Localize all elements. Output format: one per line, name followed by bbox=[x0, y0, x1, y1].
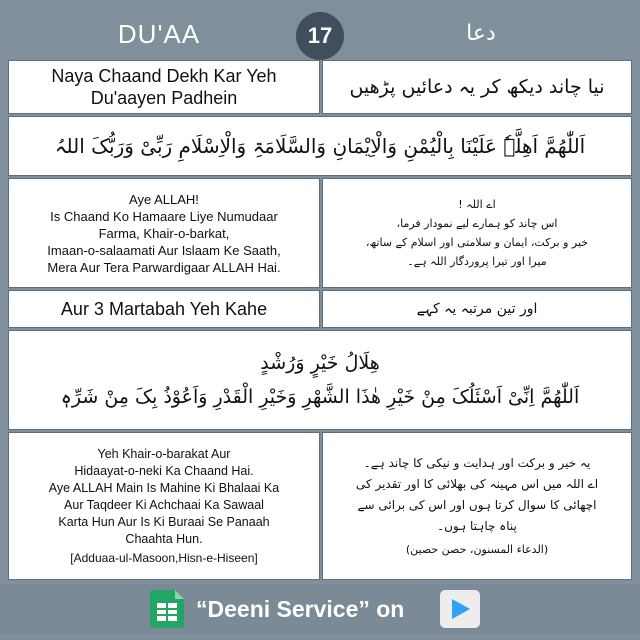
translation-line: پناہ چاہتا ہوں۔ bbox=[437, 518, 517, 533]
translation-line: اچھائی کا سوال کرتا ہوں اور اس کی برائی سے bbox=[357, 497, 597, 512]
arabic-dua-2-line: اَللّٰھُمَّ اِنِّیْ اَسْئَلُکَ مِنْ خَیْرِ ھٰذَا الشَّھْرِ وَخَیْرِ الْقَدْرِ وَاَعُوْذُ بِکَ مِنْ شَرِّہٖ bbox=[60, 386, 580, 408]
title-english: DU'AA bbox=[117, 19, 201, 49]
translation-line: Aur Taqdeer Ki Achchaai Ka Sawaal bbox=[64, 497, 264, 512]
instruction-urdu: نیا چاند دیکھ کر یہ دعائیں پڑھیں bbox=[322, 60, 632, 114]
translation-english-2 bbox=[8, 432, 320, 580]
instruction-english-line: Naya Chaand Dekh Kar Yeh bbox=[51, 66, 277, 86]
translation-line: اے اللہ ! bbox=[458, 198, 496, 211]
translation-english-1 bbox=[8, 178, 320, 288]
google-sheets-icon[interactable] bbox=[150, 590, 184, 628]
footer bbox=[0, 584, 640, 634]
google-play-icon[interactable] bbox=[440, 590, 480, 628]
translation-line: Imaan-o-salaamati Aur Islaam Ke Saath, bbox=[47, 242, 281, 258]
reference-urdu: (الدعاء المسنون، حصن حصین) bbox=[405, 542, 549, 556]
reference-english: [Adduaa-ul-Masoon,Hisn-e-Hiseen] bbox=[70, 550, 258, 565]
header bbox=[0, 10, 640, 58]
repeat-instruction-english: Aur 3 Martabah Yeh Kahe bbox=[8, 290, 320, 328]
arabic-dua-1: اَللّٰھُمَّ اَھِلَّہٗ عَلَیْنَا بِالْیُمْنِ وَالْاِیْمَانِ وَالسَّلَامَۃِ وَالْاِسْلَامِ رَبِّیْ وَرَبُّکَ اللہُ bbox=[8, 116, 632, 176]
page-number-badge: 17 bbox=[296, 12, 344, 60]
translation-urdu-2 bbox=[322, 432, 632, 580]
translation-line: Aye ALLAH Main Is Mahine Ki Bhalaai Ka bbox=[48, 480, 280, 495]
repeat-instruction-urdu: اور تین مرتبہ یہ کہے bbox=[322, 290, 632, 328]
translation-line: اس چاند کو ہمارے لیے نمودار فرما، bbox=[396, 217, 558, 230]
translation-urdu-1 bbox=[322, 178, 632, 288]
arabic-dua-2-line: ھِلَالُ خَیْرٍ وَرُشْدٍ bbox=[260, 352, 380, 374]
instruction-english bbox=[8, 60, 320, 114]
translation-line: Yeh Khair-o-barakat Aur bbox=[97, 446, 231, 461]
translation-line: میرا اور تیرا پروردگار اللہ ہے۔ bbox=[407, 255, 547, 268]
translation-line: Mera Aur Tera Parwardigaar ALLAH Hai. bbox=[47, 259, 281, 275]
translation-line: Karta Hun Aur Is Ki Buraai Se Panaah bbox=[58, 514, 270, 529]
arabic-dua-2 bbox=[8, 330, 632, 430]
translation-line: خیر و برکت، ایمان و سلامتی اور اسلام کے ساتھ، bbox=[365, 236, 589, 249]
instruction-english-line: Du'aayen Padhein bbox=[90, 88, 238, 108]
footer-text: “Deeni Service” on bbox=[196, 596, 405, 622]
title-urdu: دعا bbox=[466, 21, 496, 46]
translation-line: یہ خیر و برکت اور ہدایت و نیکی کا چاند ہے۔ bbox=[363, 455, 591, 470]
translation-line: Farma, Khair-o-barkat, bbox=[98, 225, 230, 241]
translation-line: Chaahta Hun. bbox=[125, 531, 203, 546]
translation-line: اے اللہ میں اس مہینہ کی بھلائی کا اور تقدیر کی bbox=[355, 476, 599, 491]
translation-line: Is Chaand Ko Hamaare Liye Numudaar bbox=[50, 208, 278, 224]
translation-line: Hidaayat-o-neki Ka Chaand Hai. bbox=[74, 463, 254, 478]
translation-line: Aye ALLAH! bbox=[129, 191, 199, 207]
